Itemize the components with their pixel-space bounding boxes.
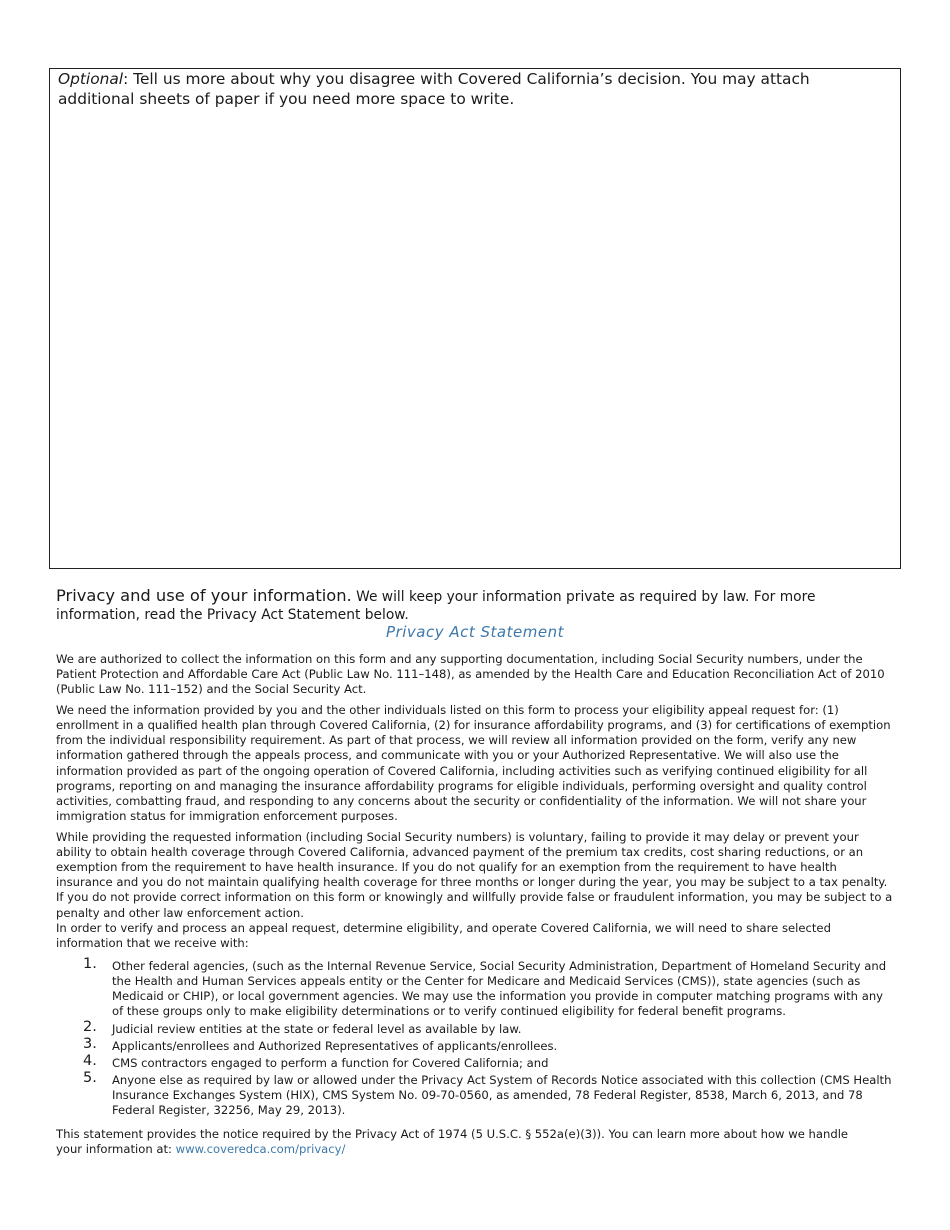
list-item-text: Other federal agencies, (such as the Internal Revenue Service, Social Security Administration, Department of Homeland Security and the Health and Human Services appeals entity or the Center for Medicare and Medicaid Services (CMS)), state agencies (such as Medicaid or CHIP), or local government agencies. We may use the information you provide in computer matching programs with any of these groups only to make eligibility determinations or to verify continued eligibility for federal benefit programs. xyxy=(112,959,887,1019)
list-item-text: CMS contractors engaged to perform a function for Covered California; and xyxy=(112,1055,549,1070)
list-item-text: Anyone else as required by law or allowed under the Privacy Act System of Records Notice associated with this collection (CMS Health Insurance Exchanges System (HIX), CMS System No. 09-70-0560, as amended, 78 Federal Register, 8538, March 6, 2013, and 78 Federal Register, 32256, May 29, 2013). xyxy=(112,1073,892,1118)
privacy-act-paragraph: We are authorized to collect the information on this form and any supporting documentation, including Social Security numbers, under the Patient Protection and Affordable Care Act (Public Law No. 111–148), as amended by the Health Care and Education Reconciliation Act of 2010 (Public Law No. 111–152) and the Social Security Act. xyxy=(56,652,885,697)
list-item xyxy=(56,1035,896,1054)
privacy-notice-text: We will keep your information private as required by law. For more information, read the Privacy Act Statement below. xyxy=(56,589,816,623)
privacy-act-paragraph: We need the information provided by you and the other individuals listed on this form to process your eligibility appeal request for: (1) enrollment in a qualified health plan through Covered California, (2) for insurance affordability programs, and (3) for certifications of exemption from the individual responsibility requirement. As part of that process, we will review all information provided on the form, verify any new information gathered through the appeals process, and communicate with you or your Authorized Representative. We will also use the information provided as part of the ongoing operation of Covered California, including activities such as verifying continued eligibility for all programs, reporting on and managing the insurance affordability programs for eligible individuals, performing oversight and quality control activities, combatting fraud, and responding to any concerns about the security or confidentiality of the information. We will not share your immigration status for immigration enforcement purposes. xyxy=(56,702,891,824)
optional-label: Optional xyxy=(58,70,124,88)
privacy-act-paragraph: While providing the requested information (including Social Security numbers) is voluntary, failing to provide it may delay or prevent your ability to obtain health coverage through Covered California, advanced payment of the premium tax credits, cost sharing reductions, or an exemption from the requirement to have health insurance. If you do not qualify for an exemption from the requirement to have health insurance and you do not maintain qualifying health coverage for three months or longer during the year, you may be subject to a tax penalty. If you do not provide correct information on this form or knowingly and willfully provide false or fraudulent information, you may be subject to a penalty and other law enforcement action. xyxy=(56,829,893,920)
closing-text: This statement provides the notice required by the Privacy Act of 1974 (5 U.S.C. § 552a(e)(3)). You can learn more about how we handle your information at: xyxy=(56,1127,849,1157)
list-item xyxy=(56,1018,896,1037)
list-item-text: Applicants/enrollees and Authorized Representatives of applicants/enrollees. xyxy=(112,1038,558,1053)
privacy-notice xyxy=(56,587,876,624)
list-number: 5. xyxy=(83,1070,97,1087)
privacy-act-paragraph: In order to verify and process an appeal request, determine eligibility, and operate Covered California, we will need to share selected information that we receive with: xyxy=(56,920,831,950)
list-number: 1. xyxy=(83,956,97,972)
optional-explanation-box[interactable] xyxy=(49,68,901,569)
list-item-text: Judicial review entities at the state or federal level as available by law. xyxy=(112,1021,522,1036)
optional-prompt-text: : Tell us more about why you disagree with Covered California’s decision. You may attach additional sheets of paper if you need more space to write. xyxy=(58,70,810,108)
list-number: 2. xyxy=(83,1018,97,1035)
list-item xyxy=(56,1052,896,1071)
list-number: 3. xyxy=(83,1035,97,1052)
privacy-link[interactable]: www.coveredca.com/privacy/ xyxy=(175,1142,346,1157)
privacy-act-title: Privacy Act Statement xyxy=(386,623,564,641)
list-number: 4. xyxy=(83,1052,97,1069)
list-item xyxy=(56,1070,896,1118)
closing-statement xyxy=(56,1127,876,1157)
sharing-list xyxy=(56,956,896,1121)
privacy-notice-heading: Privacy and use of your information. xyxy=(56,586,352,605)
privacy-act-body xyxy=(56,652,896,956)
optional-prompt xyxy=(58,69,890,109)
list-item xyxy=(56,956,896,1020)
